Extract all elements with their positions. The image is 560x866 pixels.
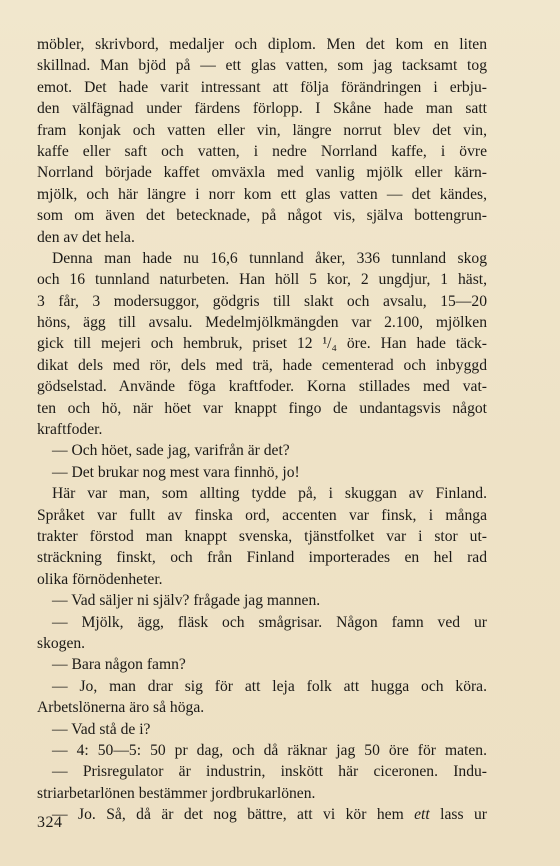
dialogue-line: — Mjölk, ägg, fläsk och smågrisar. Någon famn ved ur xyxy=(52,613,487,631)
dialogue-line: — Och höet, sade jag, varifrån är det? xyxy=(52,442,290,460)
text-line: den välfägnad under färdens förlopp. I Skåne hade man satt xyxy=(37,100,487,118)
text-run: — Jo. Så, då är det nog bättre, att vi kör hem xyxy=(52,806,415,824)
italic-word: ett xyxy=(414,806,430,824)
dialogue-line: — Vad stå de i? xyxy=(52,720,151,738)
dialogue-line: — Det brukar nog mest vara finnhö, jo! xyxy=(52,463,300,481)
text-line: Här var man, som allting tydde på, i skuggan av Finland. xyxy=(52,485,487,503)
text-line: Språket var fullt av finska ord, accenten var finsk, i många xyxy=(37,506,487,524)
text-line: fram konjak och vatten eller vin, längre norrut blev det vin, xyxy=(37,121,487,139)
body-text xyxy=(37,34,487,825)
text-line: dikat dels med rör, dels med trä, hade cementerad och inbyggd xyxy=(37,356,487,374)
dialogue-line: — Bara någon famn? xyxy=(52,656,186,674)
dialogue-line: skogen. xyxy=(37,634,86,652)
dialogue-line: striarbetarlönen bestämmer jordbrukarlönen. xyxy=(37,784,316,802)
text-line: Norrland började kaffet omväxla med vanlig mjölk eller kärn- xyxy=(37,164,487,182)
dialogue-line: — Vad säljer ni själv? frågade jag mannen. xyxy=(52,592,321,610)
text-line: gödselstad. Använde föga kraftfoder. Korna stillades med vat- xyxy=(37,378,487,396)
dialogue-line: — Prisregulator är industrin, inskött här ciceronen. Indu- xyxy=(52,763,487,781)
text-line: kraftfoder. xyxy=(37,421,103,439)
text-line: olika förnödenheter. xyxy=(37,570,163,588)
text-line: möbler, skrivbord, medaljer och diplom. Men det kom en liten xyxy=(37,36,487,53)
text-line: emot. Det hade varit intressant att följa förändringen i erbju- xyxy=(37,78,487,96)
text-line: höns, ägg till avsalu. Medelmjölkmängden var 2.100, mjölken xyxy=(37,314,487,332)
dialogue-line: — Jo, man drar sig för att leja folk att hugga och köra. xyxy=(52,677,487,695)
dialogue-line xyxy=(37,804,487,825)
text-line: sträckning finskt, och från Finland importerades en hel rad xyxy=(37,549,487,567)
text-line: Denna man hade nu 16,6 tunnland åker, 336 tunnland skog xyxy=(52,249,487,267)
dialogue-line: Arbetslönerna äro så höga. xyxy=(37,699,205,717)
text-line: ten och hö, när höet var knappt fingo de undantagsvis något xyxy=(37,399,487,417)
text-line: den av det hela. xyxy=(37,228,135,246)
text-line: och 16 tunnland naturbeten. Han höll 5 kor, 2 ungdjur, 1 häst, xyxy=(37,271,487,289)
text-run: lass ur xyxy=(429,806,487,824)
dialogue-line: — 4: 50—5: 50 pr dag, och då räknar jag 50 öre för maten. xyxy=(52,741,487,759)
text-line: skillnad. Man bjöd på — ett glas vatten, som jag tacksamt tog xyxy=(37,57,487,75)
text-line: mjölk, och här längre i norr kom ett glas vatten — det kändes, xyxy=(37,185,487,203)
text-line: kaffe eller saft och vatten, i nedre Norrland kaffe, i övre xyxy=(37,142,487,160)
text-line: gick till mejeri och hembruk, priset 12 ¹/₄ öre. Han hade täck- xyxy=(37,335,487,353)
page-number: 324 xyxy=(37,814,63,831)
text-line: 3 får, 3 modersuggor, gödgris till slakt och avsalu, 15—20 xyxy=(37,292,487,310)
text-line: som om även det betecknade, på något vis, själva bottengrun- xyxy=(37,207,487,225)
text-line: trakter förstod man knappt svenska, tjänstfolket var i stor ut- xyxy=(37,527,487,545)
